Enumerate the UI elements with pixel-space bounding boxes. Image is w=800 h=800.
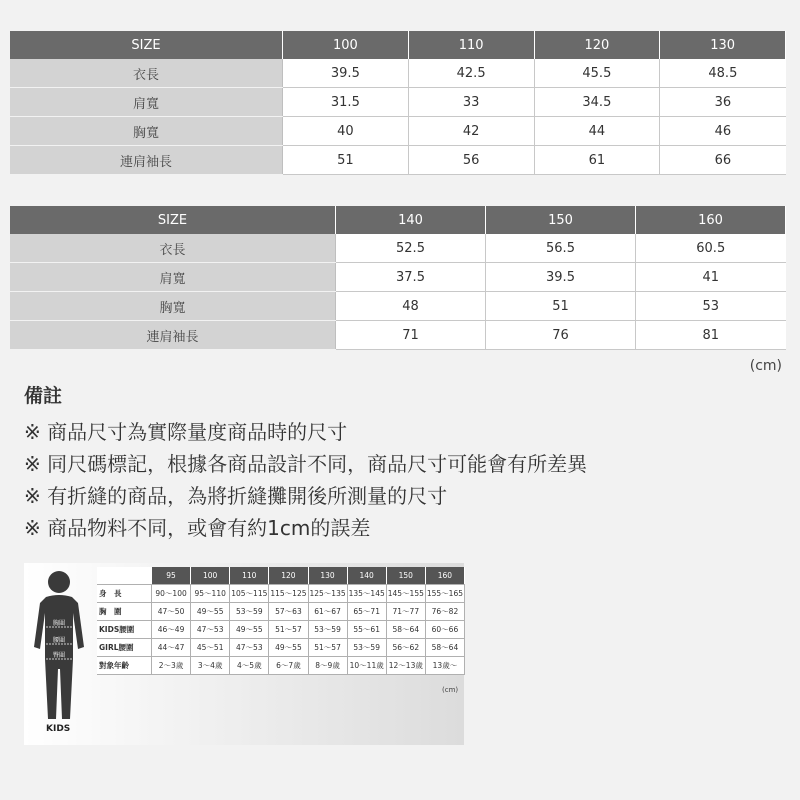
measurement-cell: 34.5 xyxy=(534,88,660,117)
kids-range-cell: 55～61 xyxy=(347,621,386,639)
kids-range-cell: 60～66 xyxy=(425,621,464,639)
measurement-cell: 46 xyxy=(660,117,786,146)
measurement-cell: 52.5 xyxy=(336,234,486,263)
kids-range-cell: 8～9歲 xyxy=(308,657,347,675)
kids-table-row xyxy=(97,639,465,657)
kids-size-header: 130 xyxy=(308,567,347,585)
kids-range-cell: 44～47 xyxy=(152,639,191,657)
table-row xyxy=(10,59,786,88)
kids-range-cell: 56～62 xyxy=(386,639,425,657)
kids-size-header: 100 xyxy=(191,567,230,585)
kids-range-cell: 49～55 xyxy=(191,603,230,621)
kids-range-cell: 4～5歲 xyxy=(230,657,269,675)
kids-range-cell: 145～155 xyxy=(386,585,425,603)
measurement-cell: 37.5 xyxy=(336,263,486,292)
kids-body-size-table xyxy=(97,567,465,675)
kids-row-label: 身 長 xyxy=(97,585,152,603)
kids-range-cell: 49～55 xyxy=(269,639,308,657)
kids-range-cell: 61～67 xyxy=(308,603,347,621)
kids-range-cell: 90～100 xyxy=(152,585,191,603)
measurement-cell: 48 xyxy=(336,292,486,321)
kids-row-label: 胸 圍 xyxy=(97,603,152,621)
kids-range-cell: 46～49 xyxy=(152,621,191,639)
hip-figure-label: 臀圍 xyxy=(52,652,66,659)
measurement-cell: 44 xyxy=(534,117,660,146)
size-header-label: SIZE xyxy=(10,31,283,59)
kids-range-cell: 47～53 xyxy=(191,621,230,639)
size-header-cell: 160 xyxy=(636,206,786,234)
row-label: 胸寬 xyxy=(10,117,283,146)
measurement-cell: 39.5 xyxy=(283,59,409,88)
kids-size-header: 160 xyxy=(425,567,464,585)
kids-range-cell: 12～13歲 xyxy=(386,657,425,675)
size-table-140-160 xyxy=(10,206,786,350)
note-line: ※ 商品物料不同，或會有約1cm的誤差 xyxy=(24,516,371,540)
kids-row-label: KIDS腰圍 xyxy=(97,621,152,639)
measurement-cell: 41 xyxy=(636,263,786,292)
kids-range-cell: 2～3歲 xyxy=(152,657,191,675)
measurement-cell: 56.5 xyxy=(486,234,636,263)
row-label: 連肩袖長 xyxy=(10,146,283,175)
row-label: 衣長 xyxy=(10,59,283,88)
table-row xyxy=(10,117,786,146)
measurement-cell: 61 xyxy=(534,146,660,175)
measurement-cell: 51 xyxy=(486,292,636,321)
kids-range-cell: 53～59 xyxy=(347,639,386,657)
table-row xyxy=(10,263,786,292)
kids-range-cell: 47～53 xyxy=(230,639,269,657)
kids-range-cell: 53～59 xyxy=(308,621,347,639)
kids-range-cell: 13歲～ xyxy=(425,657,464,675)
measurement-cell: 42 xyxy=(408,117,534,146)
kids-range-cell: 105～115 xyxy=(230,585,269,603)
row-label: 肩寬 xyxy=(10,88,283,117)
row-label: 連肩袖長 xyxy=(10,321,336,350)
row-label: 胸寬 xyxy=(10,292,336,321)
kids-range-cell: 51～57 xyxy=(308,639,347,657)
kids-header-row xyxy=(97,567,465,585)
size-table-100-130 xyxy=(10,31,786,175)
size-header-cell: 150 xyxy=(486,206,636,234)
chest-figure-label: 胸圍 xyxy=(52,620,66,627)
kids-size-chart xyxy=(24,563,464,745)
kids-range-cell: 53～59 xyxy=(230,603,269,621)
size-header-cell: 110 xyxy=(408,31,534,59)
kids-range-cell: 10～11歲 xyxy=(347,657,386,675)
note-line: ※ 商品尺寸為實際量度商品時的尺寸 xyxy=(24,420,348,444)
measurement-cell: 36 xyxy=(660,88,786,117)
kids-size-header: 110 xyxy=(230,567,269,585)
measurement-cell: 39.5 xyxy=(486,263,636,292)
kids-table-row xyxy=(97,657,465,675)
kids-row-label: 對象年齡 xyxy=(97,657,152,675)
waist-figure-label: 腰圍 xyxy=(52,637,66,644)
table-row xyxy=(10,321,786,350)
kids-header-blank xyxy=(97,567,152,585)
kids-body-silhouette-icon xyxy=(28,569,90,727)
kids-range-cell: 135～145 xyxy=(347,585,386,603)
size-header-cell: 140 xyxy=(336,206,486,234)
measurement-cell: 60.5 xyxy=(636,234,786,263)
table-row xyxy=(10,146,786,175)
kids-range-cell: 58～64 xyxy=(425,639,464,657)
table-row xyxy=(10,234,786,263)
kids-table-row xyxy=(97,585,465,603)
size-header-label: SIZE xyxy=(10,206,336,234)
kids-table-row xyxy=(97,603,465,621)
row-label: 衣長 xyxy=(10,234,336,263)
kids-size-header: 150 xyxy=(386,567,425,585)
kids-row-label: GIRL腰圍 xyxy=(97,639,152,657)
unit-label: (cm) xyxy=(749,358,782,374)
kids-range-cell: 58～64 xyxy=(386,621,425,639)
kids-range-cell: 95～110 xyxy=(191,585,230,603)
kids-label: KIDS xyxy=(46,724,71,734)
kids-range-cell: 49～55 xyxy=(230,621,269,639)
kids-table-row xyxy=(97,621,465,639)
measurement-cell: 81 xyxy=(636,321,786,350)
measurement-cell: 51 xyxy=(283,146,409,175)
measurement-cell: 76 xyxy=(486,321,636,350)
kids-range-cell: 47～50 xyxy=(152,603,191,621)
notes-section xyxy=(24,381,587,544)
table-header-row xyxy=(10,31,786,59)
kids-range-cell: 76～82 xyxy=(425,603,464,621)
notes-title: 備註 xyxy=(24,385,63,407)
table-header-row xyxy=(10,206,786,234)
measurement-cell: 48.5 xyxy=(660,59,786,88)
kids-unit-label: (cm) xyxy=(442,686,459,694)
measurement-cell: 71 xyxy=(336,321,486,350)
measurement-cell: 42.5 xyxy=(408,59,534,88)
kids-range-cell: 57～63 xyxy=(269,603,308,621)
kids-size-header: 140 xyxy=(347,567,386,585)
table-row xyxy=(10,88,786,117)
note-line: ※ 有折縫的商品，為將折縫攤開後所測量的尺寸 xyxy=(24,484,448,508)
note-line: ※ 同尺碼標記，根據各商品設計不同，商品尺寸可能會有所差異 xyxy=(24,452,588,476)
kids-range-cell: 6～7歲 xyxy=(269,657,308,675)
measurement-cell: 33 xyxy=(408,88,534,117)
measurement-cell: 53 xyxy=(636,292,786,321)
kids-size-header: 95 xyxy=(152,567,191,585)
row-label: 肩寬 xyxy=(10,263,336,292)
kids-range-cell: 71～77 xyxy=(386,603,425,621)
table-row xyxy=(10,292,786,321)
kids-range-cell: 115～125 xyxy=(269,585,308,603)
kids-size-header: 120 xyxy=(269,567,308,585)
kids-range-cell: 3～4歲 xyxy=(191,657,230,675)
measurement-cell: 40 xyxy=(283,117,409,146)
measurement-cell: 31.5 xyxy=(283,88,409,117)
size-header-cell: 120 xyxy=(534,31,660,59)
kids-range-cell: 51～57 xyxy=(269,621,308,639)
kids-range-cell: 155～165 xyxy=(425,585,464,603)
size-header-cell: 130 xyxy=(660,31,786,59)
kids-range-cell: 65～71 xyxy=(347,603,386,621)
measurement-cell: 56 xyxy=(408,146,534,175)
kids-range-cell: 45～51 xyxy=(191,639,230,657)
size-header-cell: 100 xyxy=(283,31,409,59)
measurement-cell: 66 xyxy=(660,146,786,175)
measurement-cell: 45.5 xyxy=(534,59,660,88)
kids-range-cell: 125～135 xyxy=(308,585,347,603)
